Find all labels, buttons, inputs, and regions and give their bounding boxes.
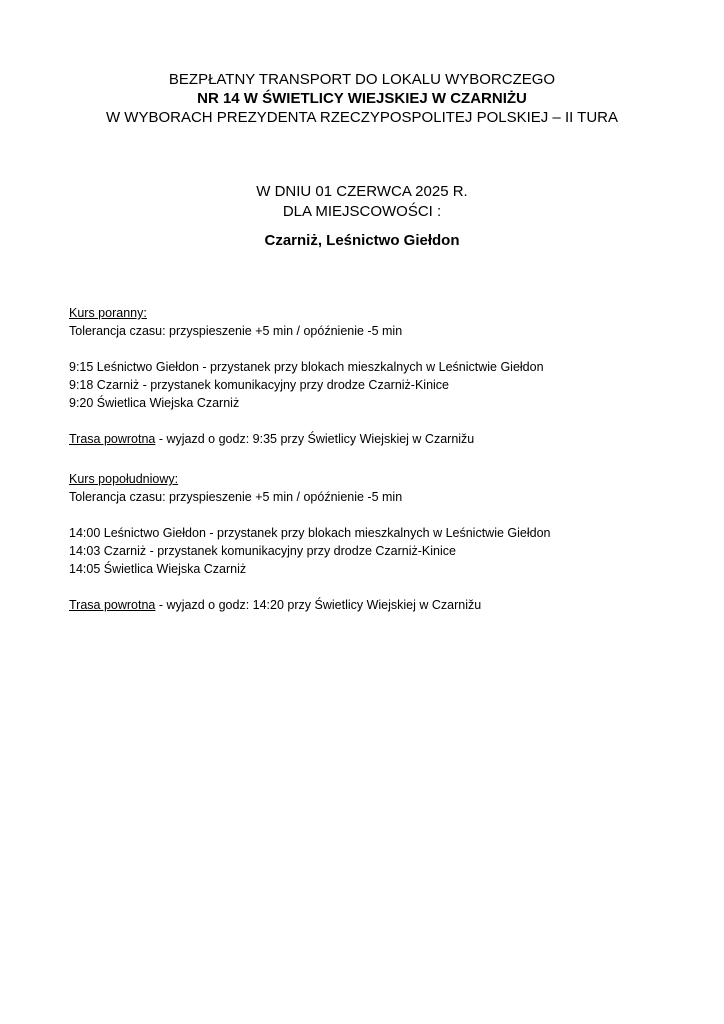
places-list: Czarniż, Leśnictwo Giełdon bbox=[264, 232, 460, 249]
schedule-content bbox=[69, 304, 689, 614]
for-places-label: DLA MIEJSCOWOŚCI : bbox=[282, 203, 442, 220]
document-header bbox=[0, 70, 724, 127]
morning-stop-2: 9:18 Czarniż - przystanek komunikacyjny przy drodze Czarniż-Kinice bbox=[69, 378, 450, 392]
header-title-line-3: W WYBORACH PREZYDENTA RZECZYPOSPOLITEJ POLSKIEJ – II TURA bbox=[105, 109, 619, 126]
afternoon-tolerance: Tolerancja czasu: przyspieszenie +5 min / opóźnienie -5 min bbox=[69, 490, 403, 504]
morning-tolerance: Tolerancja czasu: przyspieszenie +5 min / opóźnienie -5 min bbox=[69, 324, 403, 338]
election-date: W DNIU 01 CZERWCA 2025 R. bbox=[256, 183, 468, 200]
afternoon-stop-3: 14:05 Świetlica Wiejska Czarniż bbox=[69, 562, 247, 576]
morning-return bbox=[69, 430, 689, 448]
morning-return-text: - wyjazd o godz: 9:35 przy Świetlicy Wiejskiej w Czarnižu bbox=[155, 432, 475, 446]
afternoon-title: Kurs popołudniowy: bbox=[69, 472, 179, 486]
afternoon-stop-1: 14:00 Leśnictwo Giełdon - przystanek przy blokach mieszkalnych w Leśnictwie Giełdon bbox=[69, 526, 551, 540]
afternoon-section bbox=[69, 470, 689, 614]
afternoon-return bbox=[69, 596, 689, 614]
morning-section bbox=[69, 304, 689, 448]
header-title-line-2: NR 14 W ŚWIETLICY WIEJSKIEJ W CZARNIŻU bbox=[197, 90, 527, 107]
afternoon-stop-2: 14:03 Czarniż - przystanek komunikacyjny przy drodze Czarniż-Kinice bbox=[69, 544, 456, 558]
header-title-line-1: BEZPŁATNY TRANSPORT DO LOKALU WYBORCZEGO bbox=[168, 71, 556, 88]
afternoon-return-text: - wyjazd o godz: 14:20 przy Świetlicy Wiejskiej w Czarnižu bbox=[155, 598, 482, 612]
morning-title: Kurs poranny: bbox=[69, 306, 147, 320]
morning-stop-3: 9:20 Świetlica Wiejska Czarniż bbox=[69, 396, 240, 410]
morning-stop-1: 9:15 Leśnictwo Giełdon - przystanek przy blokach mieszkalnych w Leśnictwie Giełdon bbox=[69, 360, 544, 374]
afternoon-return-label: Trasa powrotna bbox=[69, 598, 156, 612]
date-block bbox=[0, 182, 724, 251]
morning-return-label: Trasa powrotna bbox=[69, 432, 156, 446]
